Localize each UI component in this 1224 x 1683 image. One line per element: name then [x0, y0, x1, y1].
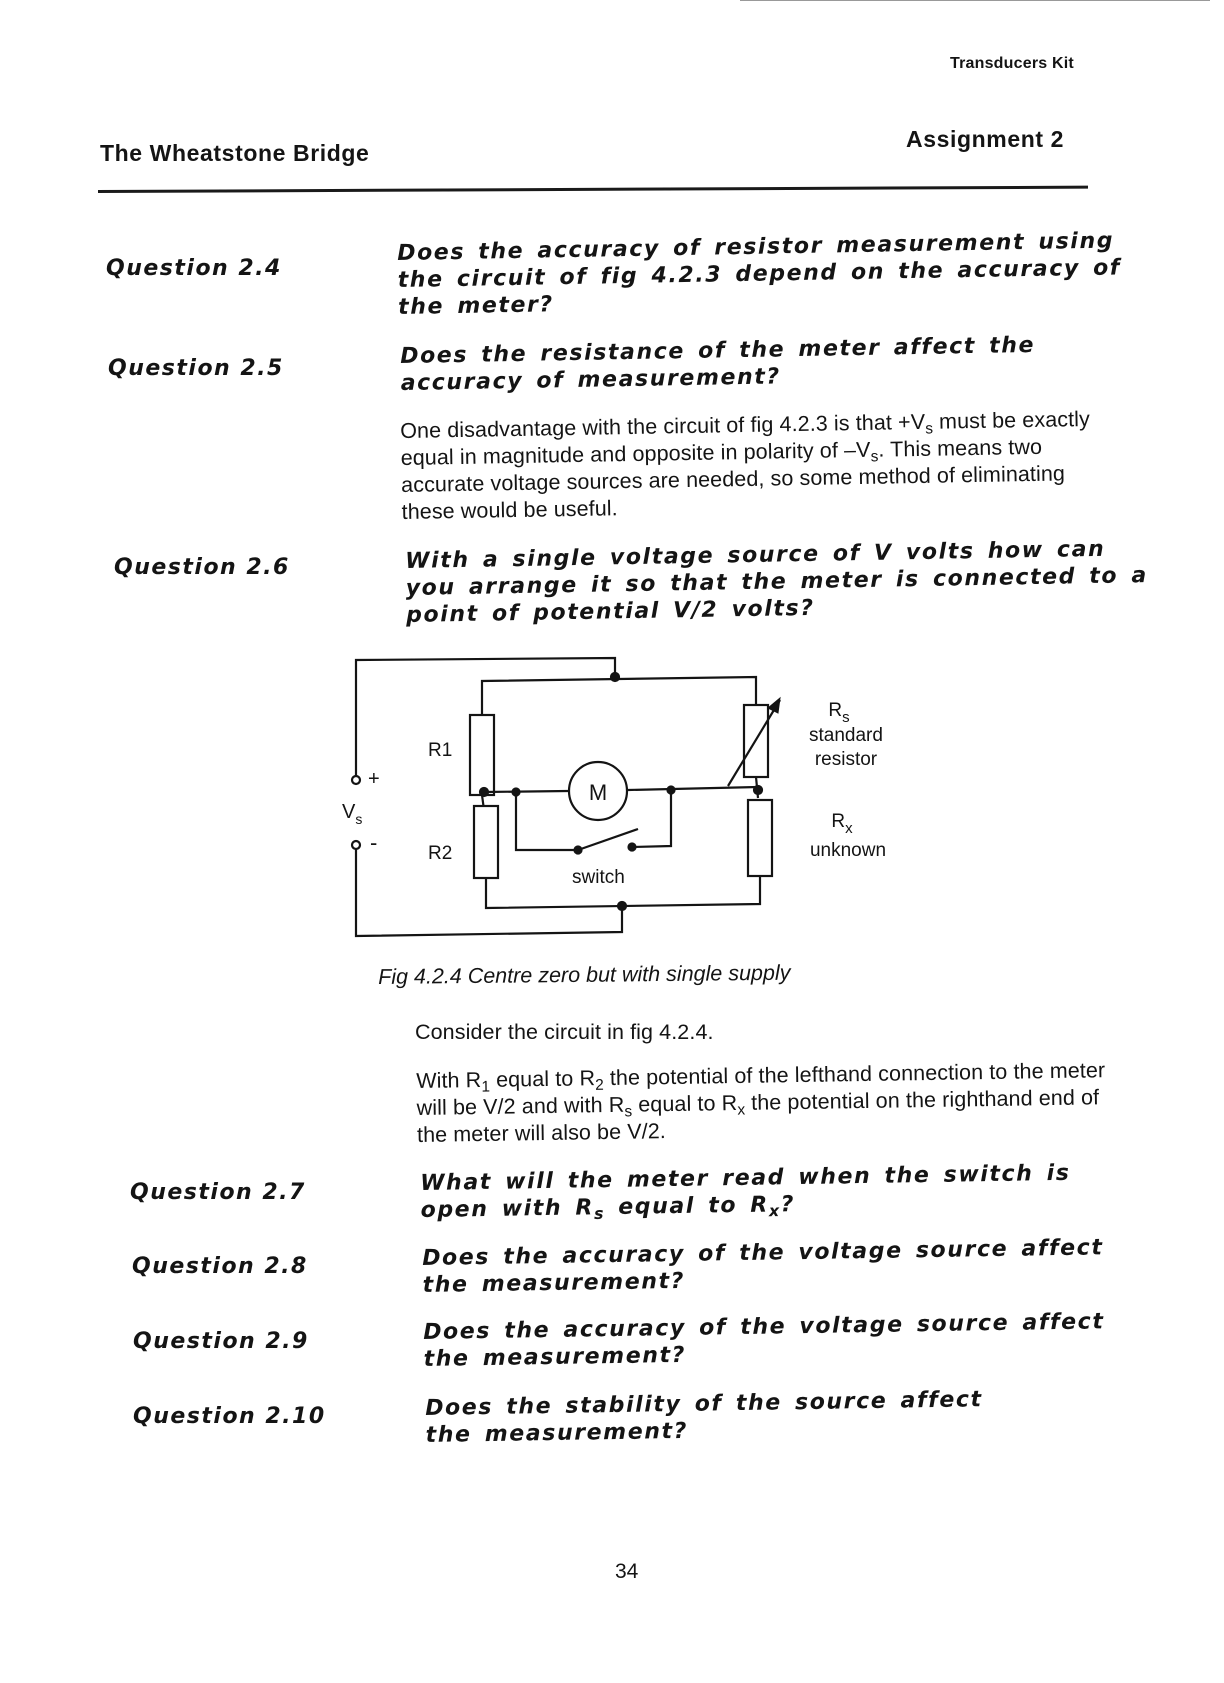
- rx-label: $R_x$: [831, 811, 853, 837]
- rx-description: unknown: [809, 840, 887, 861]
- rs-description-line1: standard: [809, 725, 883, 746]
- header-divider: [98, 186, 1088, 193]
- figure-caption: Fig 4.2.4 Centre zero but with single supply: [378, 960, 791, 989]
- bridge-top-rail: [482, 677, 756, 715]
- question-2-8-text: Does the accuracy of the voltage source affect the measurement?: [422, 1235, 1104, 1298]
- switch-label: switch: [572, 867, 625, 888]
- meter-wire-left: [484, 791, 568, 792]
- kit-name: Transducers Kit: [950, 55, 1074, 72]
- question-2-5-label: Question 2.5: [108, 356, 284, 381]
- paragraph-disadvantage: One disadvantage with the circuit of fig 4.2.3 is that $+V_s$ must be exactly equal in magnitude and opposite in polarity of $-V_s$. This means two accurate voltage sources are needed, so some method of eliminating these would be useful.: [400, 406, 1091, 524]
- question-2-9-text: Does the accuracy of the voltage source affect the measurement?: [423, 1309, 1105, 1372]
- question-2-7-text: What will the meter read when the switch is open with $R_s$ equal to $R_x$?: [420, 1160, 1071, 1224]
- rs-description-line2: resistor: [814, 749, 878, 770]
- assignment-label: Assignment 2: [906, 126, 1065, 152]
- rx-resistor: [748, 800, 772, 876]
- question-2-7-label: Question 2.7: [130, 1180, 306, 1205]
- question-2-10-text: Does the stability of the source affect the measurement?: [425, 1387, 983, 1448]
- r1-resistor: [470, 715, 494, 795]
- question-2-9-label: Question 2.9: [133, 1329, 309, 1354]
- plus-sign: +: [368, 768, 380, 790]
- page-title: The Wheatstone Bridge: [100, 140, 370, 166]
- question-2-4-text: Does the accuracy of resistor measurement using the circuit of fig 4.2.3 depend on the accuracy of the meter?: [397, 228, 1122, 320]
- bottom-junction: [618, 902, 626, 910]
- meter-wire-right: [628, 787, 758, 790]
- question-2-10-label: Question 2.10: [133, 1404, 326, 1429]
- meter-label: M: [588, 780, 608, 805]
- question-2-5-text: Does the resistance of the meter affect the accuracy of measurement?: [400, 332, 1036, 396]
- r2-label: R2: [428, 843, 453, 864]
- r1-label: R1: [428, 740, 453, 761]
- question-2-8-label: Question 2.8: [132, 1254, 308, 1279]
- top-junction: [611, 673, 619, 681]
- vs-label: $V_s$: [342, 801, 363, 827]
- minus-sign: -: [370, 830, 378, 855]
- top-edge-line: [740, 0, 1210, 1]
- switch-wire-left: [516, 792, 576, 850]
- paragraph-consider: Consider the circuit in fig 4.2.4.: [415, 1020, 714, 1044]
- wheatstone-circuit-diagram: [340, 640, 920, 950]
- switch-contact-right: [629, 844, 636, 851]
- right-node-dot: [754, 786, 762, 794]
- r2-resistor: [474, 806, 498, 878]
- paragraph-potentials: With $R_1$ equal to $R_2$ the potential of the lefthand connection to the meter will be V/2 and with $R_s$ equal to $R_x$ the potential on the righthand end of the meter will also be V/2.: [416, 1058, 1106, 1147]
- question-2-6-text: With a single voltage source of V volts how can you arrange it so that the meter is connected to a point of potential V/2 volts?: [405, 536, 1149, 628]
- question-2-4-label: Question 2.4: [106, 256, 282, 281]
- question-2-6-label: Question 2.6: [114, 555, 290, 580]
- left-node-dot: [480, 788, 488, 796]
- rs-label: $R_s$: [828, 700, 850, 726]
- supply-plus-terminal: [352, 776, 360, 784]
- page-number: 34: [615, 1560, 639, 1583]
- supply-minus-terminal: [352, 841, 360, 849]
- switch-wire-right: [632, 790, 671, 847]
